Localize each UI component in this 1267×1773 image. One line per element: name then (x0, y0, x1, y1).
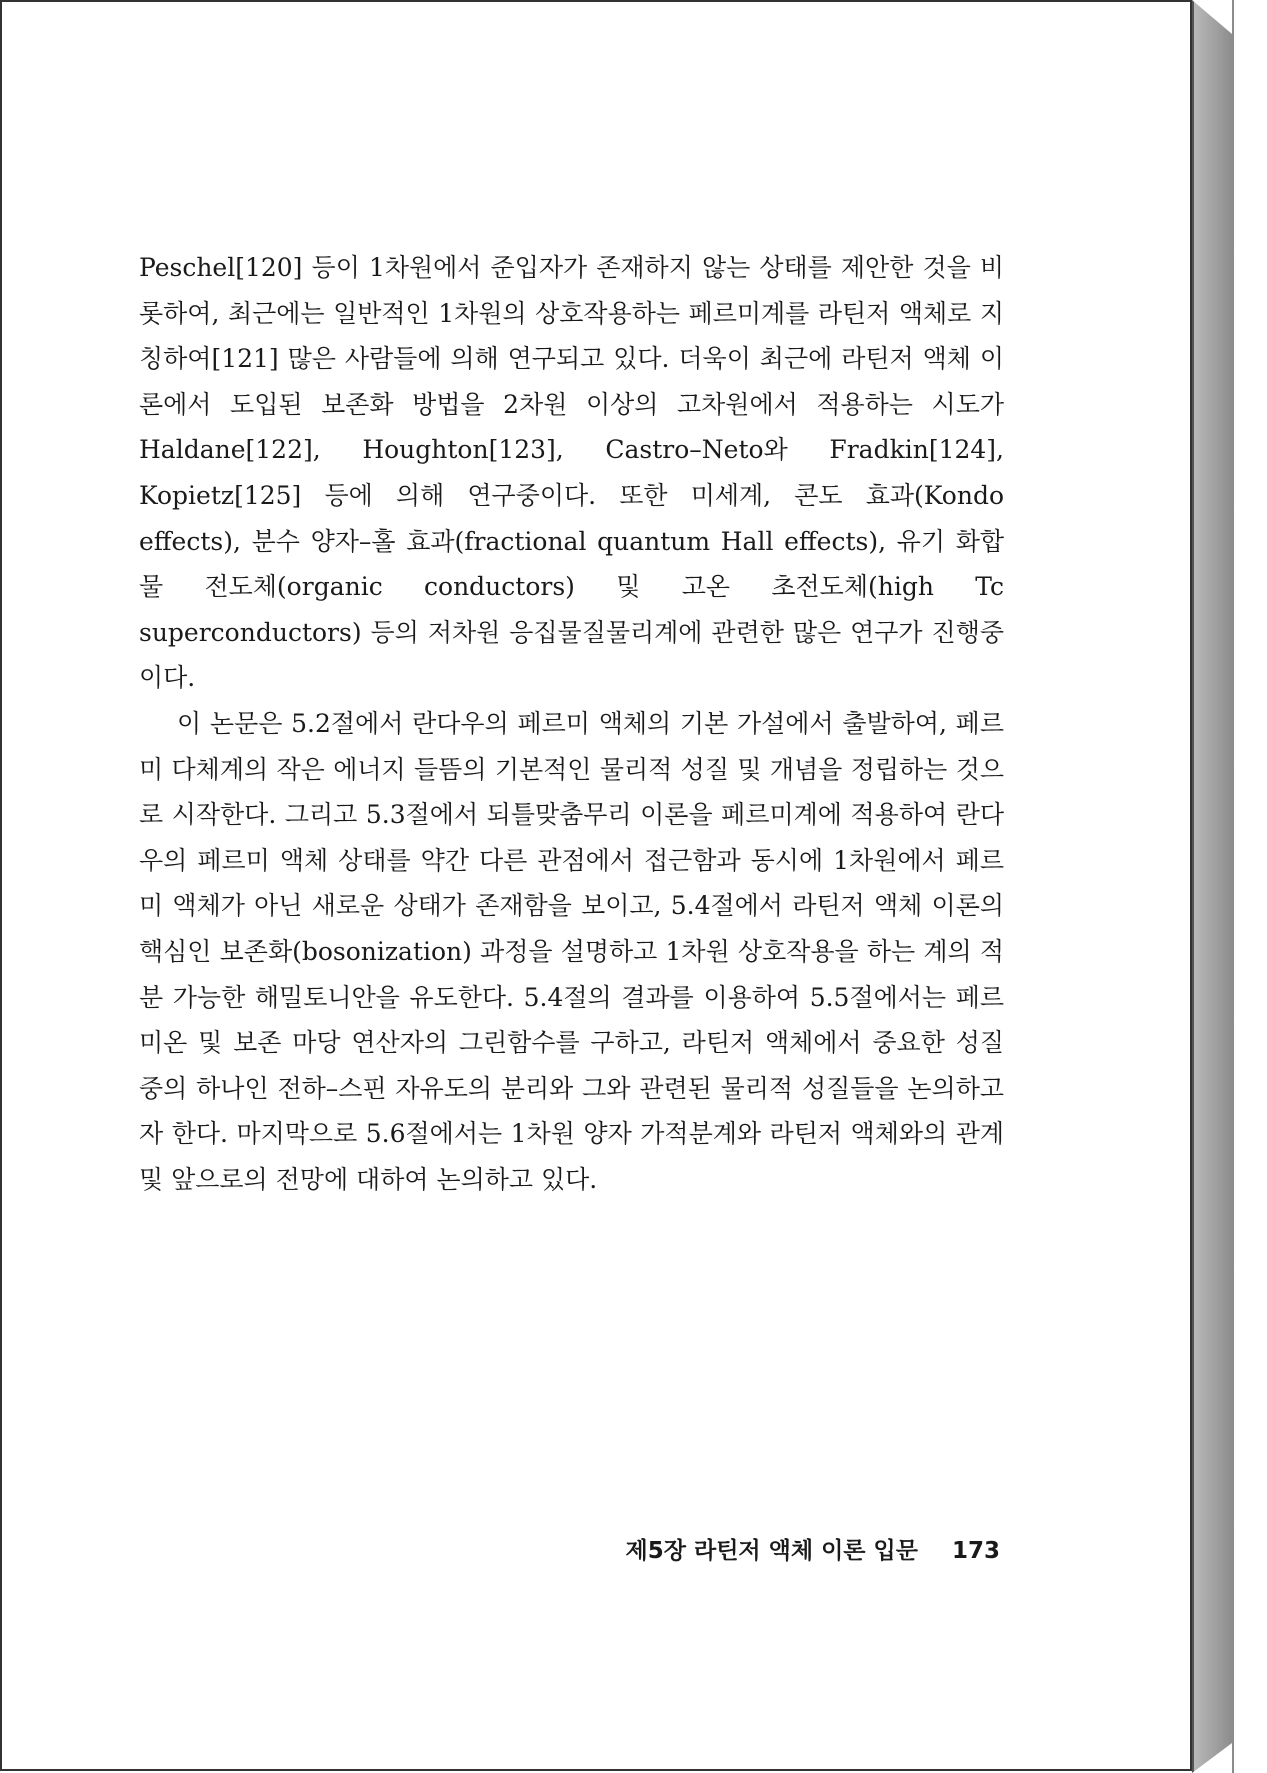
paragraph-2: 이 논문은 5.2절에서 란다우의 페르미 액체의 기본 가설에서 출발하여, 페르미 다체계의 작은 에너지 들뜸의 기본적인 물리적 성질 및 개념을 정립하는 것으로 시작한다. 그리고 5.3절에서 되틀맞춤무리 이론을 페르미계에 적용하여 란다우의 페르미 액체 상태를 약간 다른 관점에서 접근함과 동시에 1차원에서 페르미 액체가 아닌 새로운 상태가 존재함을 보이고, 5.4절에서 라틴저 액체 이론의 핵심인 보존화(bosonization) 과정을 설명하고 1차원 상호작용을 하는 계의 적분 가능한 해밀토니안을 유도한다. 5.4절의 결과를 이용하여 5.5절에서는 페르미온 및 보존 마당 연산자의 그린함수를 구하고, 라틴저 액체에서 중요한 성질 중의 하나인 전하–스핀 자유도의 분리와 그와 관련된 물리적 성질들을 논의하고자 한다. 마지막으로 5.6절에서는 1차원 양자 가적분계와 라틴저 액체와의 관계 및 앞으로의 전망에 대하여 논의하고 있다. (139, 708, 1004, 1194)
running-footer (626, 1532, 1000, 1565)
page-number: 173 (951, 1538, 1000, 1564)
paragraph-1: Peschel[120] 등이 1차원에서 준입자가 존재하지 않는 상태를 제안한 것을 비롯하여, 최근에는 일반적인 1차원의 상호작용하는 페르미계를 라틴저 액체로 지칭하여[121] 많은 사람들에 의해 연구되고 있다. 더욱이 최근에 라틴저 액체 이론에서 도입된 보존화 방법을 2차원 이상의 고차원에서 적용하는 시도가 Haldane[122], Houghton[123], Castro–Neto와 Fradkin[124], Kopietz[125] 등에 의해 연구중이다. 또한 미세계, 콘도 효과(Kondo effects), 분수 양자–홀 효과(fractional quantum Hall effects), 유기 화합물 전도체(organic conductors) 및 고온 초전도체(high Tc superconductors) 등의 저차원 응집물질물리계에 관련한 많은 연구가 진행중이다. (139, 253, 1004, 693)
book-edge-bottom-corner (1192, 1743, 1232, 1773)
book-edge (1192, 0, 1234, 1773)
chapter-title: 제5장 라틴저 액체 이론 입문 (625, 1538, 918, 1564)
body-text (139, 245, 1004, 1202)
book-edge-top-corner (1192, 0, 1232, 34)
